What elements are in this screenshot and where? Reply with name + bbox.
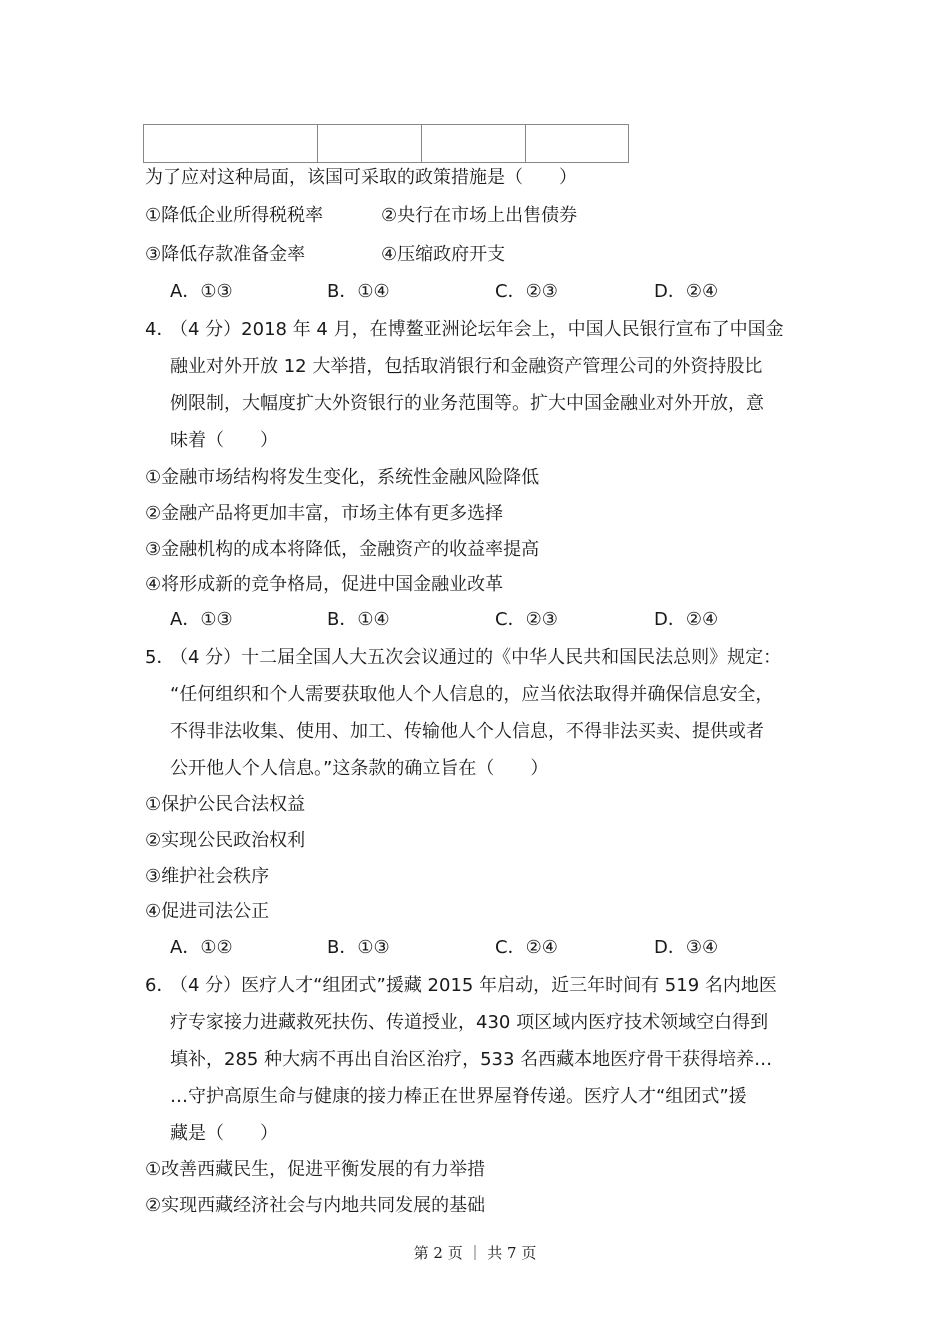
q5-option-b[interactable]: B．①③ xyxy=(327,937,390,958)
q3-item-4: ④压缩政府开支 xyxy=(381,244,506,265)
q4-stem-line: 味着（ ） xyxy=(170,430,278,451)
q4-item-4: ④将形成新的竞争格局，促进中国金融业改革 xyxy=(145,574,504,595)
q5-stem-line: 不得非法收集、使用、加工、传输他人个人信息，不得非法买卖、提供或者 xyxy=(170,721,764,742)
q5-option-c[interactable]: C．②④ xyxy=(495,937,558,958)
table-cell xyxy=(526,125,629,163)
q6-stem-line: （4 分）医疗人才“组团式”援藏 2015 年启动，近三年时间有 519 名内地医 xyxy=(170,975,777,996)
q5-option-d[interactable]: D．③④ xyxy=(654,937,719,958)
q6-stem-line: 藏是（ ） xyxy=(170,1123,278,1144)
q6-stem-line: …守护高原生命与健康的接力棒正在世界屋脊传递。医疗人才“组团式”援 xyxy=(170,1086,747,1107)
q4-stem-line: 例限制，大幅度扩大外资银行的业务范围等。扩大中国金融业对外开放，意 xyxy=(170,393,764,414)
q5-item-2: ②实现公民政治权利 xyxy=(145,830,306,851)
q5-item-1: ①保护公民合法权益 xyxy=(145,794,306,815)
q3-option-a[interactable]: A．①③ xyxy=(170,281,233,302)
q5-stem-line: “任何组织和个人需要获取他人个人信息的，应当依法取得并确保信息安全， xyxy=(170,684,774,705)
page-footer: 第 2 页 ｜ 共 7 页 xyxy=(413,1244,537,1262)
q4-stem-line: （4 分）2018 年 4 月，在博鳌亚洲论坛年会上，中国人民银行宣布了中国金 xyxy=(170,319,784,340)
q5-number: 5． xyxy=(145,647,175,668)
q6-number: 6． xyxy=(145,975,175,996)
q4-option-a[interactable]: A．①③ xyxy=(170,609,233,630)
q4-option-d[interactable]: D．②④ xyxy=(654,609,719,630)
q5-stem-line: （4 分）十二届全国人大五次会议通过的《中华人民共和国民法总则》规定： xyxy=(170,647,782,668)
q5-item-3: ③维护社会秩序 xyxy=(145,866,270,887)
data-table-fragment xyxy=(143,124,629,163)
q4-option-c[interactable]: C．②③ xyxy=(495,609,558,630)
q3-option-b[interactable]: B．①④ xyxy=(327,281,390,302)
table-cell xyxy=(144,125,318,163)
q3-item-3: ③降低存款准备金率 xyxy=(145,244,306,265)
q6-stem-line: 疗专家接力进藏救死扶伤、传道授业，430 项区域内医疗技术领域空白得到 xyxy=(170,1012,769,1033)
q3-prompt: 为了应对这种局面，该国可采取的政策措施是（ ） xyxy=(145,167,577,188)
q5-stem-line: 公开他人个人信息。”这条款的确立旨在（ ） xyxy=(170,758,549,779)
q5-option-a[interactable]: A．①② xyxy=(170,937,233,958)
q3-option-c[interactable]: C．②③ xyxy=(495,281,558,302)
table-cell xyxy=(318,125,422,163)
table-cell xyxy=(422,125,526,163)
q3-item-2: ②央行在市场上出售债券 xyxy=(381,205,578,226)
q4-stem-line: 融业对外开放 12 大举措，包括取消银行和金融资产管理公司的外资持股比 xyxy=(170,356,763,377)
q4-number: 4． xyxy=(145,319,175,340)
q4-item-2: ②金融产品将更加丰富，市场主体有更多选择 xyxy=(145,503,504,524)
q6-item-2: ②实现西藏经济社会与内地共同发展的基础 xyxy=(145,1195,486,1216)
q4-option-b[interactable]: B．①④ xyxy=(327,609,390,630)
q3-item-1: ①降低企业所得税税率 xyxy=(145,205,324,226)
q6-item-1: ①改善西藏民生，促进平衡发展的有力举措 xyxy=(145,1159,486,1180)
q5-item-4: ④促进司法公正 xyxy=(145,901,270,922)
q3-option-d[interactable]: D．②④ xyxy=(654,281,719,302)
q4-item-3: ③金融机构的成本将降低，金融资产的收益率提高 xyxy=(145,539,540,560)
q6-stem-line: 填补，285 种大病不再出自治区治疗，533 名西藏本地医疗骨干获得培养… xyxy=(170,1049,773,1070)
q4-item-1: ①金融市场结构将发生变化，系统性金融风险降低 xyxy=(145,467,540,488)
